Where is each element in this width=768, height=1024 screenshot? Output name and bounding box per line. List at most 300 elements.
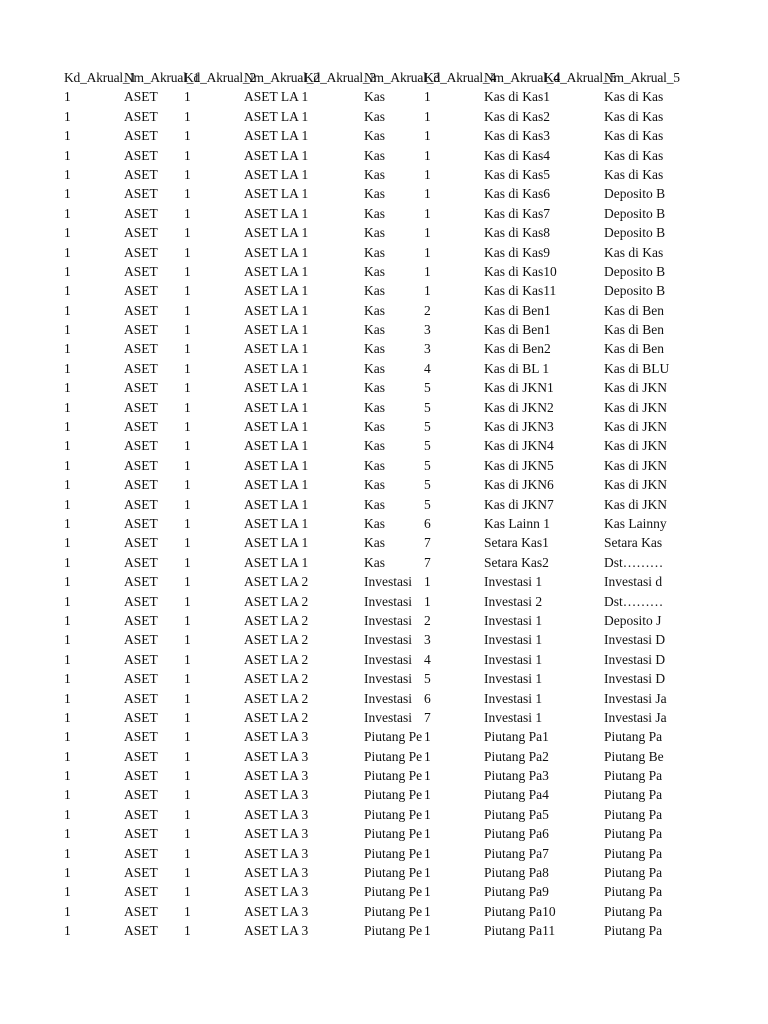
table-cell: ASET LA 1 [244, 360, 309, 376]
table-cell: 1 [184, 768, 191, 784]
table-cell: 1 [184, 128, 191, 144]
table-cell: 1 [184, 399, 191, 415]
table-cell: Investasi Ja [604, 709, 667, 725]
table-row [64, 223, 668, 242]
table-cell: Kas [364, 89, 385, 105]
table-cell: 1 [184, 515, 191, 531]
table-cell: ASET LA 3 [244, 884, 309, 900]
table-row [64, 844, 668, 863]
table-cell: Kas [364, 205, 385, 221]
table-cell: ASET [124, 826, 158, 842]
table-cell: 1 [64, 806, 71, 822]
table-cell: Kas di Ben [604, 341, 664, 357]
table-cell: ASET LA 3 [244, 806, 309, 822]
table-cell: 1 [424, 186, 431, 202]
table-cell: ASET LA 3 [244, 748, 309, 764]
table-cell: ASET LA 1 [244, 535, 309, 551]
table-cell: Piutang Pa9 [484, 884, 549, 900]
table-cell: ASET LA 1 [244, 496, 309, 512]
column-header: Nm_Akrual_2 [244, 70, 320, 85]
table-cell: Kas di Kas [604, 166, 664, 182]
table-row [64, 398, 668, 417]
table-row [64, 184, 668, 203]
table-cell: Investasi [364, 593, 412, 609]
header-row [64, 68, 680, 87]
table-cell: 1 [424, 283, 431, 299]
table-cell: 1 [184, 205, 191, 221]
table-cell: 1 [64, 632, 71, 648]
table-row [64, 630, 668, 649]
table-cell: Kas di Ben [604, 302, 664, 318]
table-cell: Kas [364, 166, 385, 182]
spreadsheet-table [64, 68, 680, 941]
table-cell: Piutang Pa1 [484, 729, 549, 745]
table-cell: Investasi 1 [484, 574, 543, 590]
table-cell: Kas di Kas [604, 244, 664, 260]
table-cell: Piutang Pa [604, 903, 663, 919]
table-cell: 5 [424, 419, 431, 435]
table-cell: 1 [424, 768, 431, 784]
table-row [64, 921, 668, 940]
table-cell: Investasi [364, 709, 412, 725]
table-cell: 1 [184, 690, 191, 706]
table-cell: Kas [364, 457, 385, 473]
table-row [64, 689, 668, 708]
table-cell: 1 [184, 632, 191, 648]
table-cell: 1 [64, 166, 71, 182]
table-body [64, 87, 668, 940]
table-cell: Kas [364, 263, 385, 279]
table-cell: 1 [64, 651, 71, 667]
table-cell: 1 [64, 884, 71, 900]
table-cell: ASET LA 1 [244, 186, 309, 202]
table-cell: 1 [424, 729, 431, 745]
table-cell: Kas di Kas4 [484, 147, 550, 163]
table-cell: 1 [424, 903, 431, 919]
table-cell: Setara Kas1 [484, 535, 549, 551]
table-cell: ASET LA 2 [244, 574, 309, 590]
table-cell: 1 [184, 535, 191, 551]
table-cell: 1 [184, 612, 191, 628]
table-cell: 1 [64, 89, 71, 105]
table-cell: ASET LA 1 [244, 554, 309, 570]
table-cell: Piutang Pe [364, 806, 423, 822]
table-cell: Investasi 1 [484, 632, 543, 648]
table-row [64, 805, 668, 824]
table-cell: Kas di Kas [604, 147, 664, 163]
table-cell: Kas [364, 244, 385, 260]
table-cell: Investasi 1 [484, 690, 543, 706]
table-cell: Kas di JKN [604, 399, 667, 415]
table-cell: ASET [124, 89, 158, 105]
table-cell: Kas [364, 341, 385, 357]
table-cell: 5 [424, 457, 431, 473]
table-cell: Kas di Kas10 [484, 263, 557, 279]
table-row [64, 378, 668, 397]
table-row [64, 747, 668, 766]
table-cell: Piutang Pa [604, 865, 663, 881]
table-row [64, 204, 668, 223]
table-cell: Kas [364, 128, 385, 144]
table-cell: 1 [64, 787, 71, 803]
table-cell: Investasi [364, 651, 412, 667]
column-header: Kd_Akrual_2 [184, 70, 257, 85]
table-cell: 1 [64, 690, 71, 706]
table-row [64, 456, 668, 475]
table-cell: 1 [64, 225, 71, 241]
table-cell: Kas di JKN3 [484, 419, 554, 435]
table-cell: Dst……… [604, 593, 664, 609]
table-cell: 1 [184, 651, 191, 667]
table-cell: Kas di Kas5 [484, 166, 550, 182]
table-cell: Piutang Pa [604, 729, 663, 745]
table-row [64, 301, 668, 320]
table-cell: 1 [64, 903, 71, 919]
table-cell: Setara Kas [604, 535, 663, 551]
table-cell: Piutang Pa11 [484, 923, 556, 939]
table-cell: ASET [124, 709, 158, 725]
table-cell: Piutang Pa3 [484, 768, 549, 784]
table-cell: ASET [124, 554, 158, 570]
table-cell: 5 [424, 438, 431, 454]
table-cell: ASET LA 3 [244, 845, 309, 861]
table-cell: 1 [64, 147, 71, 163]
table-cell: 1 [64, 729, 71, 745]
table-cell: Kas di JKN [604, 380, 667, 396]
table-cell: Kas di Kas11 [484, 283, 557, 299]
table-cell: ASET LA 1 [244, 166, 309, 182]
table-cell: Piutang Be [604, 748, 664, 764]
table-cell: ASET [124, 535, 158, 551]
table-cell: 1 [184, 477, 191, 493]
table-cell: ASET LA 1 [244, 89, 309, 105]
table-row [64, 87, 668, 106]
table-cell: ASET [124, 205, 158, 221]
table-cell: 1 [184, 574, 191, 590]
table-cell: Kas di JKN5 [484, 457, 554, 473]
table-cell: 1 [184, 496, 191, 512]
table-cell: 1 [184, 225, 191, 241]
table-cell: Deposito B [604, 186, 666, 202]
table-cell: ASET LA 1 [244, 477, 309, 493]
table-cell: 1 [424, 108, 431, 124]
table-cell: 1 [184, 806, 191, 822]
table-cell: ASET LA 1 [244, 205, 309, 221]
table-cell: 1 [64, 593, 71, 609]
table-cell: ASET LA 1 [244, 322, 309, 338]
table-cell: Kas [364, 399, 385, 415]
table-cell: ASET [124, 593, 158, 609]
column-header: Kd_Akrual_4 [424, 70, 497, 85]
table-cell: 1 [184, 322, 191, 338]
table-cell: 1 [64, 845, 71, 861]
table-row [64, 165, 668, 184]
table-cell: Kas di JKN2 [484, 399, 554, 415]
table-row [64, 436, 668, 455]
table-cell: 1 [184, 865, 191, 881]
table-cell: 1 [184, 166, 191, 182]
table-cell: 1 [64, 341, 71, 357]
table-row [64, 417, 668, 436]
table-cell: 1 [64, 709, 71, 725]
table-cell: 1 [64, 128, 71, 144]
table-cell: 5 [424, 399, 431, 415]
table-cell: 1 [64, 380, 71, 396]
table-cell: ASET LA 2 [244, 690, 309, 706]
table-cell: Kas di JKN6 [484, 477, 554, 493]
table-cell: Dst……… [604, 554, 664, 570]
table-row [64, 882, 668, 901]
table-row [64, 495, 668, 514]
table-cell: 1 [64, 322, 71, 338]
table-cell: 4 [424, 360, 431, 376]
table-cell: 2 [424, 302, 431, 318]
table-cell: Kas di JKN [604, 496, 667, 512]
table-cell: 1 [64, 923, 71, 939]
table-cell: ASET [124, 845, 158, 861]
table-cell: Kas [364, 515, 385, 531]
table-cell: ASET [124, 768, 158, 784]
table-cell: Investasi D [604, 651, 666, 667]
table-cell: Investasi d [604, 574, 663, 590]
table-cell: Investasi 1 [484, 671, 543, 687]
table-cell: ASET [124, 108, 158, 124]
table-cell: ASET [124, 399, 158, 415]
table-cell: 1 [184, 108, 191, 124]
table-cell: ASET [124, 166, 158, 182]
table-cell: Kas [364, 225, 385, 241]
table-cell: Kas di JKN [604, 438, 667, 454]
table-cell: Kas di Ben2 [484, 341, 551, 357]
table-cell: ASET LA 3 [244, 923, 309, 939]
table-cell: ASET [124, 748, 158, 764]
table-cell: 1 [424, 225, 431, 241]
table-cell: ASET [124, 302, 158, 318]
table-cell: 1 [184, 554, 191, 570]
table-cell: Investasi D [604, 671, 666, 687]
table-cell: ASET [124, 651, 158, 667]
table-cell: 1 [64, 826, 71, 842]
table-cell: 1 [64, 554, 71, 570]
table-cell: 1 [184, 709, 191, 725]
table-cell: 1 [184, 244, 191, 260]
table-cell: Piutang Pa8 [484, 865, 549, 881]
table-cell: ASET LA 1 [244, 108, 309, 124]
table-cell: ASET [124, 341, 158, 357]
table-cell: 1 [64, 244, 71, 260]
table-row [64, 514, 668, 533]
table-cell: 1 [184, 283, 191, 299]
table-cell: Kas di Kas [604, 89, 664, 105]
table-cell: Kas [364, 147, 385, 163]
table-cell: 1 [424, 787, 431, 803]
table-cell: ASET [124, 515, 158, 531]
table-cell: 1 [424, 574, 431, 590]
table-cell: 1 [184, 729, 191, 745]
table-cell: 1 [184, 671, 191, 687]
table-cell: ASET [124, 729, 158, 745]
table-row [64, 533, 668, 552]
table-cell: Piutang Pe [364, 748, 423, 764]
table-cell: ASET [124, 903, 158, 919]
table-cell: ASET LA 1 [244, 147, 309, 163]
table-row [64, 727, 668, 746]
table-cell: Kas di Ben [604, 322, 664, 338]
table-cell: Kas [364, 438, 385, 454]
table-cell: 1 [424, 923, 431, 939]
table-row [64, 650, 668, 669]
column-header: Kd_Akrual_1 [64, 70, 137, 85]
table-cell: 1 [64, 457, 71, 473]
table-cell: 1 [64, 535, 71, 551]
table-cell: Kas [364, 302, 385, 318]
table-cell: Kas di Kas9 [484, 244, 550, 260]
table-cell: Kas di Kas7 [484, 205, 550, 221]
table-cell: Kas di BL 1 [484, 360, 550, 376]
table-cell: 3 [424, 341, 431, 357]
table-cell: Investasi [364, 671, 412, 687]
table-cell: ASET LA 1 [244, 515, 309, 531]
table-cell: Piutang Pa [604, 787, 663, 803]
table-cell: ASET LA 2 [244, 709, 309, 725]
table-cell: 1 [424, 89, 431, 105]
table-cell: Piutang Pe [364, 884, 423, 900]
column-header: Nm_Akrual_5 [604, 70, 680, 85]
table-cell: Kas di JKN7 [484, 496, 554, 512]
table-cell: 1 [64, 419, 71, 435]
table-cell: 1 [184, 787, 191, 803]
table-cell: 1 [64, 748, 71, 764]
table-cell: 1 [64, 399, 71, 415]
table-cell: ASET [124, 632, 158, 648]
table-row [64, 766, 668, 785]
table-cell: 1 [424, 244, 431, 260]
table-cell: Deposito J [604, 612, 662, 628]
table-cell: 5 [424, 380, 431, 396]
table-cell: ASET LA 3 [244, 903, 309, 919]
column-header: Nm_Akrual_4 [484, 70, 560, 85]
table-cell: Piutang Pa [604, 806, 663, 822]
table-cell: Kas di Kas [604, 108, 664, 124]
table-cell: Piutang Pa7 [484, 845, 549, 861]
table-cell: Piutang Pa4 [484, 787, 549, 803]
table-cell: 1 [424, 884, 431, 900]
table-row [64, 107, 668, 126]
table-cell: 1 [184, 341, 191, 357]
table-cell: 1 [424, 128, 431, 144]
table-cell: ASET LA 3 [244, 865, 309, 881]
table-cell: ASET [124, 380, 158, 396]
table-cell: 1 [64, 205, 71, 221]
table-row [64, 320, 668, 339]
table-cell: 1 [184, 438, 191, 454]
table-cell: 5 [424, 477, 431, 493]
table-cell: ASET [124, 438, 158, 454]
table-cell: ASET [124, 244, 158, 260]
table-cell: Kas [364, 360, 385, 376]
table-cell: Investasi D [604, 632, 666, 648]
table-cell: ASET LA 2 [244, 612, 309, 628]
table-cell: 1 [184, 186, 191, 202]
table-row [64, 572, 668, 591]
column-header: Nm_Akrual_1 [124, 70, 200, 85]
table-cell: 5 [424, 671, 431, 687]
table-cell: ASET [124, 884, 158, 900]
table-cell: Investasi 2 [484, 593, 543, 609]
table-cell: 1 [64, 283, 71, 299]
table-cell: ASET [124, 283, 158, 299]
table-cell: 1 [424, 826, 431, 842]
table-cell: 1 [64, 477, 71, 493]
table-cell: Kas di Kas1 [484, 89, 550, 105]
table-cell: Kas di Ben1 [484, 302, 551, 318]
table-cell: ASET [124, 128, 158, 144]
table-cell: Kas di BLU [604, 360, 670, 376]
table-cell: 1 [64, 496, 71, 512]
table-cell: Investasi [364, 574, 412, 590]
table-cell: Piutang Pa6 [484, 826, 549, 842]
table-cell: 1 [424, 865, 431, 881]
table-cell: 1 [184, 923, 191, 939]
table-cell: Investasi [364, 690, 412, 706]
table-cell: Piutang Pe [364, 845, 423, 861]
table-cell: 1 [184, 302, 191, 318]
table-row [64, 126, 668, 145]
table-cell: 1 [424, 748, 431, 764]
table-cell: Piutang Pa [604, 884, 663, 900]
table-cell: Piutang Pa5 [484, 806, 549, 822]
table-cell: Kas [364, 496, 385, 512]
table-cell: 1 [64, 186, 71, 202]
table-cell: 1 [64, 612, 71, 628]
table-cell: ASET [124, 496, 158, 512]
table-cell: Kas di JKN [604, 457, 667, 473]
column-header: Kd_Akrual_5 [544, 70, 617, 85]
table-cell: ASET LA 3 [244, 826, 309, 842]
table-cell: Deposito B [604, 263, 666, 279]
table-cell: Investasi 1 [484, 709, 543, 725]
table-cell: Kas di Ben1 [484, 322, 551, 338]
table-cell: 1 [64, 671, 71, 687]
table-cell: ASET [124, 787, 158, 803]
table-row [64, 708, 668, 727]
table-cell: 1 [184, 419, 191, 435]
table-cell: 6 [424, 690, 431, 706]
table-cell: Piutang Pa10 [484, 903, 556, 919]
table-cell: Deposito B [604, 205, 666, 221]
table-cell: ASET [124, 186, 158, 202]
table-row [64, 262, 668, 281]
table-cell: ASET [124, 865, 158, 881]
table-cell: ASET [124, 923, 158, 939]
table-cell: ASET [124, 263, 158, 279]
table-cell: 1 [184, 263, 191, 279]
table-cell: 1 [424, 263, 431, 279]
table-cell: 1 [64, 360, 71, 376]
table-cell: 1 [184, 457, 191, 473]
table-row [64, 592, 668, 611]
table-cell: Piutang Pa [604, 768, 663, 784]
table-cell: 1 [184, 593, 191, 609]
table-cell: 1 [184, 884, 191, 900]
table-cell: ASET LA 3 [244, 787, 309, 803]
table-cell: Kas [364, 322, 385, 338]
table-cell: Kas di JKN4 [484, 438, 554, 454]
table-cell: Kas [364, 535, 385, 551]
table-cell: 1 [184, 826, 191, 842]
table-cell: 1 [184, 380, 191, 396]
table-row [64, 553, 668, 572]
